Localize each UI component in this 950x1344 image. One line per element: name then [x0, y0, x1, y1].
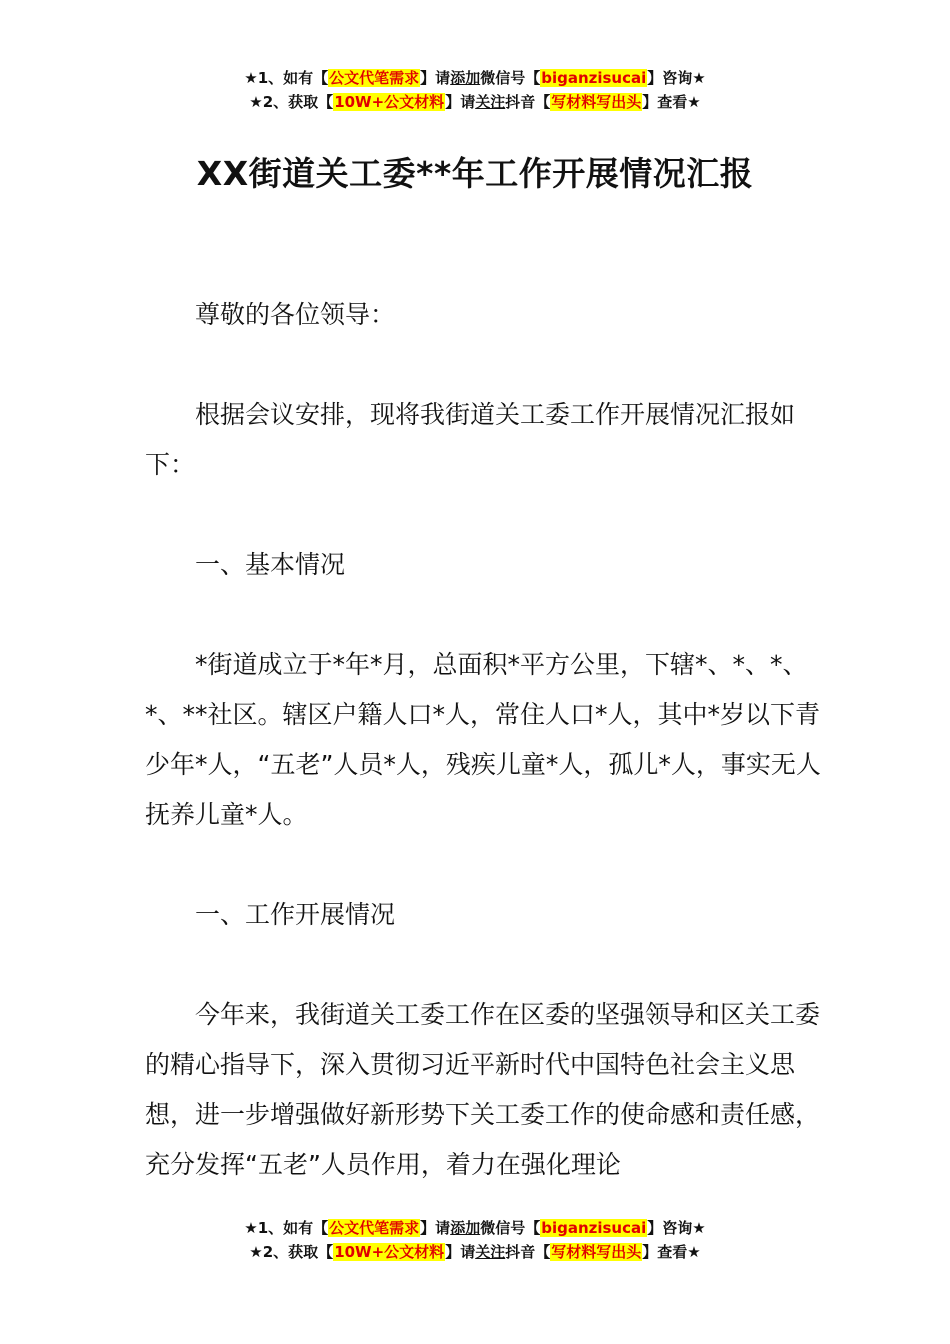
- promo-text: 】咨询★: [647, 1219, 706, 1237]
- promo-text: 】请: [420, 69, 451, 87]
- promo-text: 微信号【: [480, 69, 541, 87]
- promo-highlight: 10W+公文材料: [334, 93, 445, 111]
- promo-line-1: [0, 1216, 950, 1240]
- promo-text: 微信号【: [480, 1219, 541, 1237]
- promo-text: ★1、如有【: [244, 1219, 329, 1237]
- promo-highlight: 写材料写出头: [551, 93, 642, 111]
- promo-underline: 添加: [450, 69, 481, 87]
- section-heading: 一、工作开展情况: [195, 900, 396, 929]
- promo-underline: 关注: [475, 93, 506, 111]
- promo-text: 】请: [445, 1243, 476, 1261]
- promo-text: 】请: [420, 1219, 451, 1237]
- promo-text: 抖音【: [505, 1243, 551, 1261]
- promo-underline: 关注: [475, 1243, 506, 1261]
- promo-text: 】请: [445, 93, 476, 111]
- promo-underline: 添加: [450, 1219, 481, 1237]
- promo-highlight: biganzisucai: [541, 1219, 647, 1237]
- promo-line-1: [0, 66, 950, 90]
- promo-text: 抖音【: [505, 93, 551, 111]
- promo-banner-bottom: [0, 1216, 950, 1264]
- promo-text: 】查看★: [642, 93, 701, 111]
- document-title: XX街道关工委**年工作开展情况汇报: [196, 154, 754, 193]
- body-paragraph: 今年来，我街道关工委工作在区委的坚强领导和区关工委的精心指导下，深入贯彻习近平新时代中国特色社会主义思想，进一步增强做好新形势下关工委工作的使命感和责任感，充分发挥“五老”人员作用，着力在强化理论: [145, 1000, 821, 1179]
- promo-highlight: biganzisucai: [541, 69, 647, 87]
- promo-highlight: 写材料写出头: [551, 1243, 642, 1261]
- promo-highlight: 公文代笔需求: [329, 69, 420, 87]
- promo-text: ★2、获取【: [249, 1243, 334, 1261]
- promo-text: 】查看★: [642, 1243, 701, 1261]
- promo-text: 】咨询★: [647, 69, 706, 87]
- body-paragraph: *街道成立于*年*月，总面积*平方公里，下辖*、*、*、*、**社区。辖区户籍人口*人，常住人口*人，其中*岁以下青少年*人，“五老”人员*人，残疾儿童*人，孤儿*人，事实无人抚养儿童*人。: [145, 650, 821, 829]
- promo-text: ★1、如有【: [244, 69, 329, 87]
- promo-text: ★2、获取【: [249, 93, 334, 111]
- promo-line-2: [0, 90, 950, 114]
- salutation: 尊敬的各位领导：: [195, 300, 396, 329]
- promo-banner-top: [0, 66, 950, 114]
- promo-line-2: [0, 1240, 950, 1264]
- section-heading: 一、基本情况: [195, 550, 346, 579]
- intro-paragraph: 根据会议安排，现将我街道关工委工作开展情况汇报如下：: [145, 400, 796, 479]
- promo-highlight: 公文代笔需求: [329, 1219, 420, 1237]
- promo-highlight: 10W+公文材料: [334, 1243, 445, 1261]
- document-body: [145, 290, 835, 1240]
